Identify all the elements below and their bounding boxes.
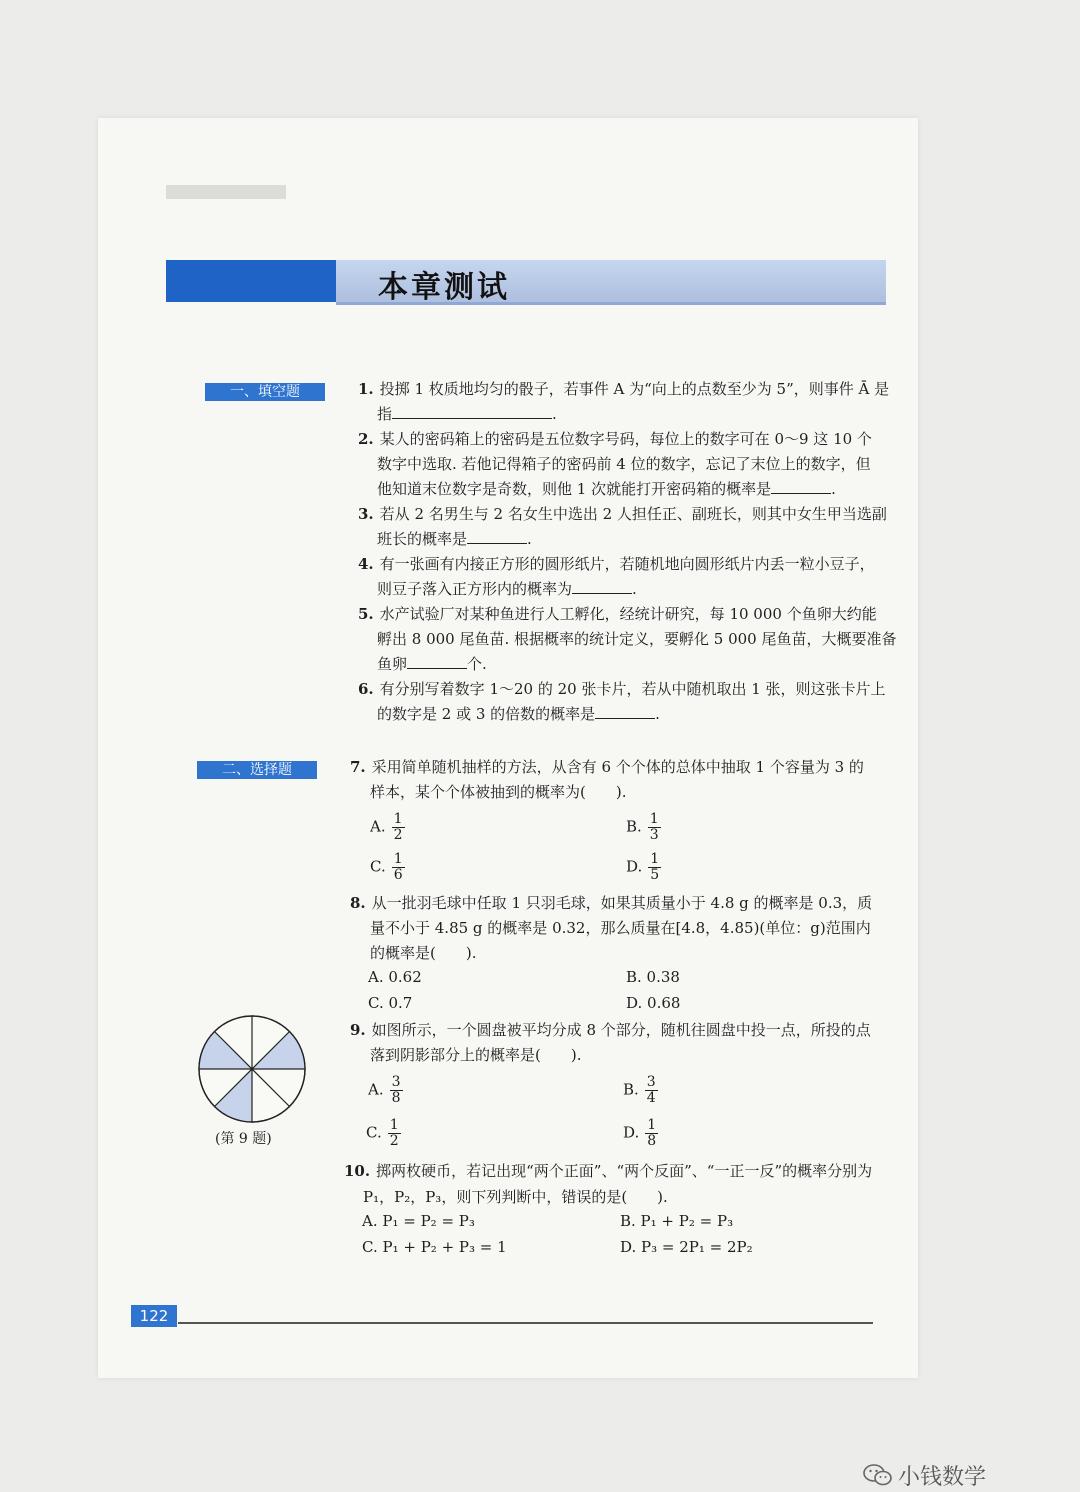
q6-text2b: . bbox=[655, 705, 660, 723]
q9-figure-caption: (第 9 题) bbox=[215, 1131, 272, 1147]
watermark-text: 小钱数学 bbox=[898, 1465, 987, 1490]
q7-b-den: 3 bbox=[649, 827, 659, 843]
q9-d-label: D. bbox=[623, 1123, 640, 1142]
q5-text3b: 个. bbox=[467, 655, 487, 673]
q2-text1: 某人的密码箱上的密码是五位数字号码，每位上的数字可在 0～9 这 10 个 bbox=[379, 430, 872, 448]
q10-line1 bbox=[344, 1160, 872, 1182]
q9-d-num: 1 bbox=[647, 1117, 657, 1133]
q1-text2a: 指 bbox=[377, 405, 393, 423]
q7-c-label: C. bbox=[370, 857, 386, 876]
q9-option-d bbox=[623, 1118, 658, 1149]
q8-line2: 量不小于 4.85 g 的概率是 0.32，那么质量在[4.8，4.85)(单位：g)范围内 bbox=[370, 919, 871, 937]
q9-d-fraction bbox=[645, 1118, 658, 1149]
q4-text2b: . bbox=[632, 580, 637, 598]
q2-blank bbox=[771, 479, 831, 494]
q6-number: 6. bbox=[358, 680, 374, 698]
q9-number: 9. bbox=[350, 1021, 366, 1039]
q10-number: 10. bbox=[344, 1162, 371, 1180]
q1-text2b: . bbox=[552, 405, 557, 423]
q4-number: 4. bbox=[358, 555, 374, 573]
q8-number: 8. bbox=[350, 894, 366, 912]
section-choice: 二、选择题 bbox=[197, 761, 317, 779]
q9-c-den: 2 bbox=[389, 1133, 399, 1149]
q5-line1 bbox=[358, 603, 877, 625]
q9-c-fraction bbox=[388, 1118, 401, 1149]
q7-option-b bbox=[626, 812, 661, 843]
q7-d-num: 1 bbox=[650, 851, 660, 867]
q7-a-label: A. bbox=[370, 817, 386, 836]
q6-line2 bbox=[377, 703, 660, 725]
q2-line3 bbox=[377, 478, 836, 500]
q3-text2b: . bbox=[527, 530, 532, 548]
q1-blank bbox=[392, 404, 552, 419]
page-number: 122 bbox=[131, 1305, 177, 1327]
q3-line1 bbox=[358, 503, 887, 525]
q2-text3a: 他知道末位数字是奇数，则他 1 次就能打开密码箱的概率是 bbox=[377, 480, 772, 498]
q9-b-label: B. bbox=[623, 1080, 639, 1099]
q9-b-den: 4 bbox=[646, 1090, 656, 1106]
q7-a-den: 2 bbox=[393, 827, 403, 843]
q9-b-num: 3 bbox=[646, 1074, 656, 1090]
q8-option-c: C. 0.7 bbox=[368, 994, 413, 1012]
q5-line3 bbox=[377, 653, 487, 675]
q7-c-num: 1 bbox=[393, 851, 403, 867]
q4-text1: 有一张画有内接正方形的圆形纸片，若随机地向圆形纸片内丢一粒小豆子， bbox=[379, 555, 875, 573]
q2-number: 2. bbox=[358, 430, 374, 448]
q7-option-d bbox=[626, 852, 661, 883]
q5-number: 5. bbox=[358, 605, 374, 623]
q8-option-a: A. 0.62 bbox=[368, 968, 422, 986]
q9-b-fraction bbox=[645, 1075, 658, 1106]
header-accent-bar bbox=[166, 260, 336, 302]
q8-line3: 的概率是( ). bbox=[370, 944, 477, 962]
q6-blank bbox=[595, 704, 655, 719]
q9-disk-figure bbox=[196, 1013, 308, 1125]
q7-a-fraction bbox=[392, 812, 405, 843]
q3-blank bbox=[467, 529, 527, 544]
q8-option-d: D. 0.68 bbox=[626, 994, 681, 1012]
footer-rule bbox=[178, 1322, 873, 1324]
q9-option-a bbox=[368, 1075, 403, 1106]
q10-line2: P₁，P₂，P₃，则下列判断中，错误的是( ). bbox=[363, 1188, 668, 1206]
q9-d-den: 8 bbox=[647, 1133, 657, 1149]
q7-b-fraction bbox=[648, 812, 661, 843]
q7-line2: 样本，某个个体被抽到的概率为( ). bbox=[370, 783, 627, 801]
q3-number: 3. bbox=[358, 505, 374, 523]
q1-text1: 投掷 1 枚质地均匀的骰子，若事件 A 为“向上的点数至少为 5”，则事件 Ā 是 bbox=[379, 380, 890, 398]
q7-option-c bbox=[370, 852, 405, 883]
q9-a-den: 8 bbox=[391, 1090, 401, 1106]
q7-d-den: 5 bbox=[650, 867, 660, 883]
q9-c-num: 1 bbox=[389, 1117, 399, 1133]
q7-c-fraction bbox=[392, 852, 405, 883]
q10-option-c: C. P₁ + P₂ + P₃ = 1 bbox=[362, 1238, 507, 1256]
q5-text3a: 鱼卵 bbox=[377, 655, 408, 673]
q5-blank bbox=[407, 654, 467, 669]
q8-text1: 从一批羽毛球中任取 1 只羽毛球，如果其质量小于 4.8 g 的概率是 0.3，质 bbox=[371, 894, 873, 912]
q4-text2a: 则豆子落入正方形内的概率为 bbox=[377, 580, 573, 598]
q4-blank bbox=[572, 579, 632, 594]
q9-option-b bbox=[623, 1075, 658, 1106]
q9-line1 bbox=[350, 1019, 871, 1041]
q8-line1 bbox=[350, 892, 872, 914]
q9-line2: 落到阴影部分上的概率是( ). bbox=[370, 1046, 582, 1064]
q10-option-b: B. P₁ + P₂ = P₃ bbox=[620, 1212, 734, 1230]
q3-text1: 若从 2 名男生与 2 名女生中选出 2 人担任正、副班长，则其中女生甲当选副 bbox=[379, 505, 887, 523]
q7-a-num: 1 bbox=[393, 811, 403, 827]
bleed-through bbox=[166, 185, 286, 199]
q4-line1 bbox=[358, 553, 875, 575]
q7-number: 7. bbox=[350, 758, 366, 776]
q7-b-num: 1 bbox=[649, 811, 659, 827]
chapter-title: 本章测试 bbox=[378, 270, 510, 305]
q6-text2a: 的数字是 2 或 3 的倍数的概率是 bbox=[377, 705, 596, 723]
q10-text1: 掷两枚硬币，若记出现“两个正面”、“两个反面”、“一正一反”的概率分别为 bbox=[376, 1162, 873, 1180]
q1-number: 1. bbox=[358, 380, 374, 398]
q9-a-fraction bbox=[390, 1075, 403, 1106]
q4-line2 bbox=[377, 578, 637, 600]
q5-line2: 孵出 8 000 尾鱼苗. 根据概率的统计定义，要孵化 5 000 尾鱼苗，大概要准备 bbox=[377, 630, 897, 648]
q9-a-num: 3 bbox=[391, 1074, 401, 1090]
q1-line2 bbox=[377, 403, 557, 425]
q1-line1 bbox=[358, 378, 889, 400]
q10-option-d: D. P₃ = 2P₁ = 2P₂ bbox=[620, 1238, 753, 1256]
q2-line2: 数字中选取. 若他记得箱子的密码前 4 位的数字，忘记了末位上的数字，但 bbox=[377, 455, 871, 473]
q7-d-fraction bbox=[648, 852, 661, 883]
q7-c-den: 6 bbox=[393, 867, 403, 883]
q9-a-label: A. bbox=[368, 1080, 384, 1099]
q2-text3b: . bbox=[831, 480, 836, 498]
q5-text1: 水产试验厂对某种鱼进行人工孵化，经统计研究，每 10 000 个鱼卵大约能 bbox=[379, 605, 877, 623]
q9-c-label: C. bbox=[366, 1123, 382, 1142]
q10-option-a: A. P₁ = P₂ = P₃ bbox=[362, 1212, 475, 1230]
q7-d-label: D. bbox=[626, 857, 643, 876]
q7-text1: 采用简单随机抽样的方法，从含有 6 个个体的总体中抽取 1 个容量为 3 的 bbox=[371, 758, 864, 776]
q6-line1 bbox=[358, 678, 886, 700]
wechat-icon bbox=[862, 1462, 894, 1488]
section-fill-blank: 一、填空题 bbox=[205, 383, 325, 401]
q7-b-label: B. bbox=[626, 817, 642, 836]
q7-line1 bbox=[350, 756, 864, 778]
q9-option-c bbox=[366, 1118, 401, 1149]
q3-text2a: 班长的概率是 bbox=[377, 530, 468, 548]
q2-line1 bbox=[358, 428, 872, 450]
q9-text1: 如图所示，一个圆盘被平均分成 8 个部分，随机往圆盘中投一点，所投的点 bbox=[371, 1021, 871, 1039]
q6-text1: 有分别写着数字 1～20 的 20 张卡片，若从中随机取出 1 张，则这张卡片上 bbox=[379, 680, 886, 698]
q3-line2 bbox=[377, 528, 532, 550]
q8-option-b: B. 0.38 bbox=[626, 968, 680, 986]
q7-option-a bbox=[370, 812, 405, 843]
